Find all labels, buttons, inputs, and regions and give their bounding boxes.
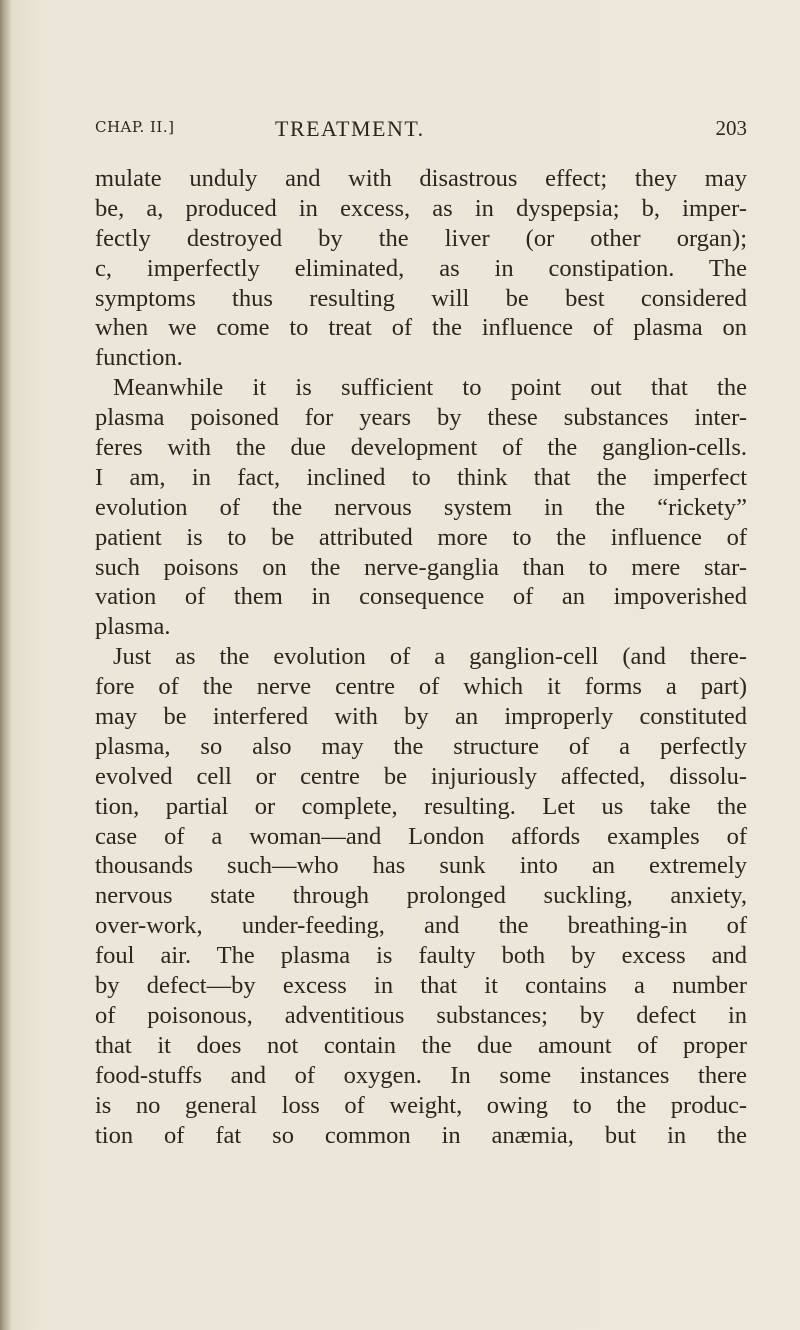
text-line: evolution of the nervous system in the “rickety” — [95, 493, 747, 521]
text-line: function. — [95, 344, 183, 372]
page-title: TREATMENT. — [275, 116, 425, 141]
text-line: food-stuffs and of oxygen. In some instances there — [95, 1061, 747, 1089]
text-line: symptoms thus resulting will be best considered — [95, 284, 747, 312]
text-line: evolved cell or centre be injuriously affected, dissolu- — [95, 762, 747, 790]
body-text — [95, 164, 747, 1150]
text-line: c, imperfectly eliminated, as in constipation. The — [95, 254, 747, 282]
text-line: plasma. — [95, 613, 171, 641]
text-line: patient is to be attributed more to the influence of — [95, 523, 747, 551]
text-line: Just as the evolution of a ganglion-cell (and there- — [113, 643, 747, 671]
text-line: that it does not contain the due amount of proper — [95, 1031, 747, 1059]
text-line: mulate unduly and with disastrous effect; they may — [95, 165, 747, 192]
chapter-label: CHAP. II.] — [95, 118, 175, 136]
text-line: fore of the nerve centre of which it forms a part) — [95, 673, 747, 701]
text-line: over-work, under-feeding, and the breathing-in of — [95, 912, 747, 940]
text-line: such poisons on the nerve-ganglia than to mere star- — [95, 553, 747, 581]
text-line: tion, partial or complete, resulting. Let us take the — [95, 792, 747, 820]
text-line: Meanwhile it is sufficient to point out that the — [113, 374, 747, 402]
text-line: may be interfered with by an improperly constituted — [95, 703, 747, 731]
text-line: feres with the due development of the ganglion-cells. — [95, 434, 747, 462]
text-line: of poisonous, adventitious substances; by defect in — [95, 1001, 747, 1029]
text-line: tion of fat so common in anæmia, but in the — [95, 1121, 747, 1149]
text-line: case of a woman—and London affords examples of — [95, 822, 747, 850]
page-number: 203 — [715, 116, 747, 140]
text-line: is no general loss of weight, owing to the produc- — [95, 1091, 747, 1119]
text-line: by defect—by excess in that it contains a number — [95, 972, 747, 1000]
text-line: be, a, produced in excess, as in dyspepsia; b, imper- — [95, 194, 747, 222]
text-line: plasma poisoned for years by these substances inter- — [95, 404, 747, 432]
text-line: fectly destroyed by the liver (or other organ); — [95, 224, 747, 252]
text-line: vation of them in consequence of an impoverished — [95, 583, 747, 611]
binding-gutter — [0, 0, 12, 1330]
text-line: thousands such—who has sunk into an extremely — [95, 852, 747, 880]
text-line: plasma, so also may the structure of a perfectly — [95, 732, 747, 760]
running-head — [95, 116, 747, 148]
text-line: when we come to treat of the influence of plasma on — [95, 314, 747, 342]
text-line: foul air. The plasma is faulty both by excess and — [95, 942, 747, 970]
text-line: I am, in fact, inclined to think that the imperfect — [95, 463, 747, 491]
text-line: nervous state through prolonged suckling, anxiety, — [95, 882, 747, 910]
